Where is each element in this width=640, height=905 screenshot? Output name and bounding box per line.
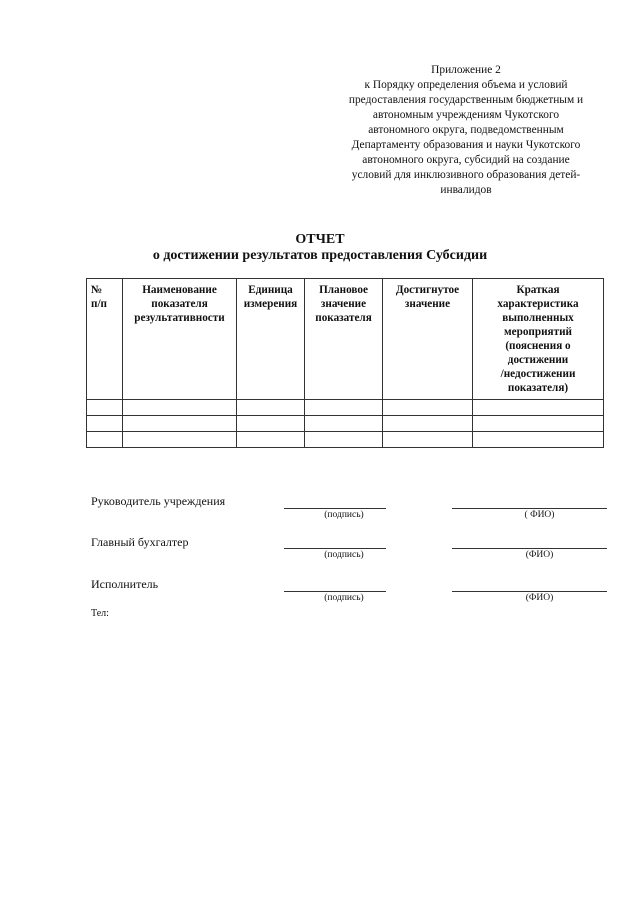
report-subtitle: о достижении результатов предоставления Субсидии <box>152 248 488 263</box>
report-title: ОТЧЕТ <box>295 232 345 247</box>
header-indicator-name <box>123 279 237 400</box>
table-cell[interactable] <box>87 432 123 448</box>
header-text: показателя <box>151 298 208 310</box>
table-row <box>87 432 604 448</box>
header-text: п/п <box>91 298 108 310</box>
table-cell[interactable] <box>383 416 473 432</box>
signature-label-director: Руководитель учреждения <box>91 494 226 508</box>
header-description <box>473 279 604 400</box>
table-cell[interactable] <box>123 400 237 416</box>
table-cell[interactable] <box>123 416 237 432</box>
name-caption: (ФИО) <box>525 593 554 603</box>
header-text: показателя) <box>507 382 569 394</box>
table-cell[interactable] <box>383 432 473 448</box>
header-text: результативности <box>134 312 225 324</box>
table-header-row <box>87 279 604 400</box>
table-cell[interactable] <box>87 400 123 416</box>
header-text: (пояснения о <box>505 340 571 352</box>
header-text: достижении <box>507 354 569 366</box>
header-text: измерения <box>243 298 298 310</box>
table-cell[interactable] <box>305 432 383 448</box>
appendix-line: Приложение 2 <box>431 64 501 76</box>
header-text: мероприятий <box>504 326 572 338</box>
appendix-block <box>328 63 604 198</box>
header-text: Краткая <box>516 284 560 296</box>
signature-caption: (подпись) <box>324 593 364 603</box>
table-cell[interactable] <box>473 400 604 416</box>
header-text: характеристика <box>497 298 579 310</box>
name-line[interactable] <box>452 508 607 509</box>
appendix-line: инвалидов <box>440 184 492 196</box>
appendix-line: предоставления государственным бюджетным и <box>348 94 584 106</box>
header-text: Достигнутое <box>395 284 460 296</box>
name-caption: ( ФИО) <box>524 510 555 520</box>
header-achieved-value <box>383 279 473 400</box>
header-unit <box>237 279 305 400</box>
appendix-line: к Порядку определения объема и условий <box>364 79 568 91</box>
table-cell[interactable] <box>237 416 305 432</box>
header-text: Наименование <box>142 284 217 296</box>
table-cell[interactable] <box>87 416 123 432</box>
signature-line[interactable] <box>284 508 386 509</box>
header-text: /недостижении <box>500 368 576 380</box>
signature-label-executor: Исполнитель <box>91 577 159 591</box>
appendix-line: условий для инклюзивного образования детей- <box>351 169 581 181</box>
header-text: значение <box>404 298 451 310</box>
header-text: выполненных <box>502 312 574 324</box>
name-line[interactable] <box>452 548 607 549</box>
table-cell[interactable] <box>305 400 383 416</box>
header-text: показателя <box>315 312 372 324</box>
table-cell[interactable] <box>237 432 305 448</box>
name-caption: (ФИО) <box>525 550 554 560</box>
signature-caption: (подпись) <box>324 550 364 560</box>
report-table <box>86 278 604 448</box>
header-text: № <box>91 284 103 296</box>
table-cell[interactable] <box>473 432 604 448</box>
table-cell[interactable] <box>383 400 473 416</box>
table-cell[interactable] <box>123 432 237 448</box>
name-line[interactable] <box>452 591 607 592</box>
table-cell[interactable] <box>305 416 383 432</box>
header-text: Единица <box>248 284 293 296</box>
signature-line[interactable] <box>284 548 386 549</box>
signature-line[interactable] <box>284 591 386 592</box>
appendix-line: автономного округа, субсидий на создание <box>362 154 570 166</box>
appendix-line: автономным учреждениям Чукотского <box>372 109 560 121</box>
tel-label: Тел: <box>91 608 109 619</box>
table-cell[interactable] <box>237 400 305 416</box>
header-text: Плановое <box>319 284 368 296</box>
table-row <box>87 400 604 416</box>
header-planned-value <box>305 279 383 400</box>
signature-caption: (подпись) <box>324 510 364 520</box>
header-text: значение <box>320 298 367 310</box>
appendix-line: Департаменту образования и науки Чукотского <box>351 139 581 151</box>
table-cell[interactable] <box>473 416 604 432</box>
table-row <box>87 416 604 432</box>
header-number <box>87 279 123 400</box>
signature-label-accountant: Главный бухгалтер <box>91 535 189 549</box>
appendix-line: автономного округа, подведомственным <box>368 124 564 136</box>
